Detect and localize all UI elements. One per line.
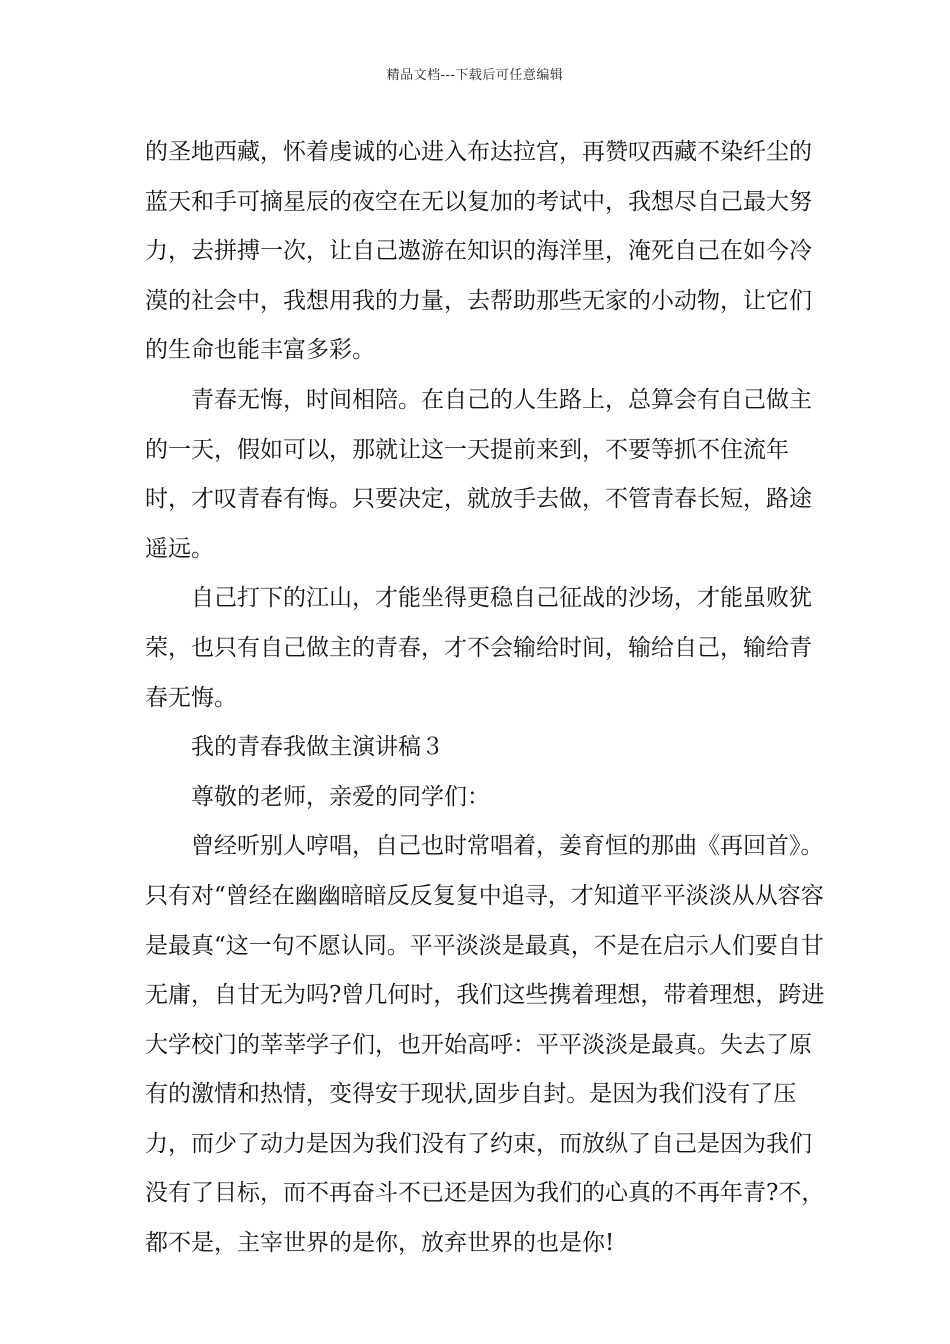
paragraph-3: 自己打下的江山，才能坐得更稳自己征战的沙场，才能虽败犹荣，也只有自己做主的青春，才不会输给时间，输给自己，输给青春无悔。: [145, 585, 812, 711]
page-header: 精品文档---下载后可任意编辑: [386, 68, 564, 83]
document-body: [145, 128, 825, 1269]
salutation: 尊敬的老师，亲爱的同学们：: [191, 783, 490, 810]
paragraph-1: 的圣地西藏，怀着虔诚的心进入布达拉宫，再赞叹西藏不染纤尘的蓝天和手可摘星辰的夜空在无以复加的考试中，我想尽自己最大努力，去拼搏一次，让自己遨游在知识的海洋里，淹死自己在如今冷漠的社会中，我想用我的力量，去帮助那些无家的小动物，让它们的生命也能丰富多彩。: [145, 139, 812, 364]
paragraph-2: 青春无悔，时间相陪。在自己的人生路上，总算会有自己做主的一天，假如可以，那就让这一天提前来到，不要等抓不住流年时，才叹青春有悔。只要决定，就放手去做，不管青春长短，路途遥远。: [145, 386, 812, 562]
paragraph-4: 曾经听别人哼唱，自己也时常唱着，姜育恒的那曲《再回首》。只有对“曾经在幽幽暗暗反反复复中追寻，才知道平平淡淡从从容容是最真“这一句不愿认同。平平淡淡是最真，不是在启示人们要自甘无庸，自甘无为吗?曾几何时，我们这些携着理想，带着理想，跨进大学校门的莘莘学子们，也开始高呼：平平淡淡是最真。失去了原有的激情和热情，变得安于现状,固步自封。是因为我们没有了压力，而少了动力是因为我们没有了约束，而放纵了自己是因为我们没有了目标，而不再奋斗不已还是因为我们的心真的不再年青?不，都不是，主宰世界的是你，放弃世界的也是你!: [145, 833, 825, 1257]
speech-title: 我的青春我做主演讲稿３: [191, 734, 444, 761]
